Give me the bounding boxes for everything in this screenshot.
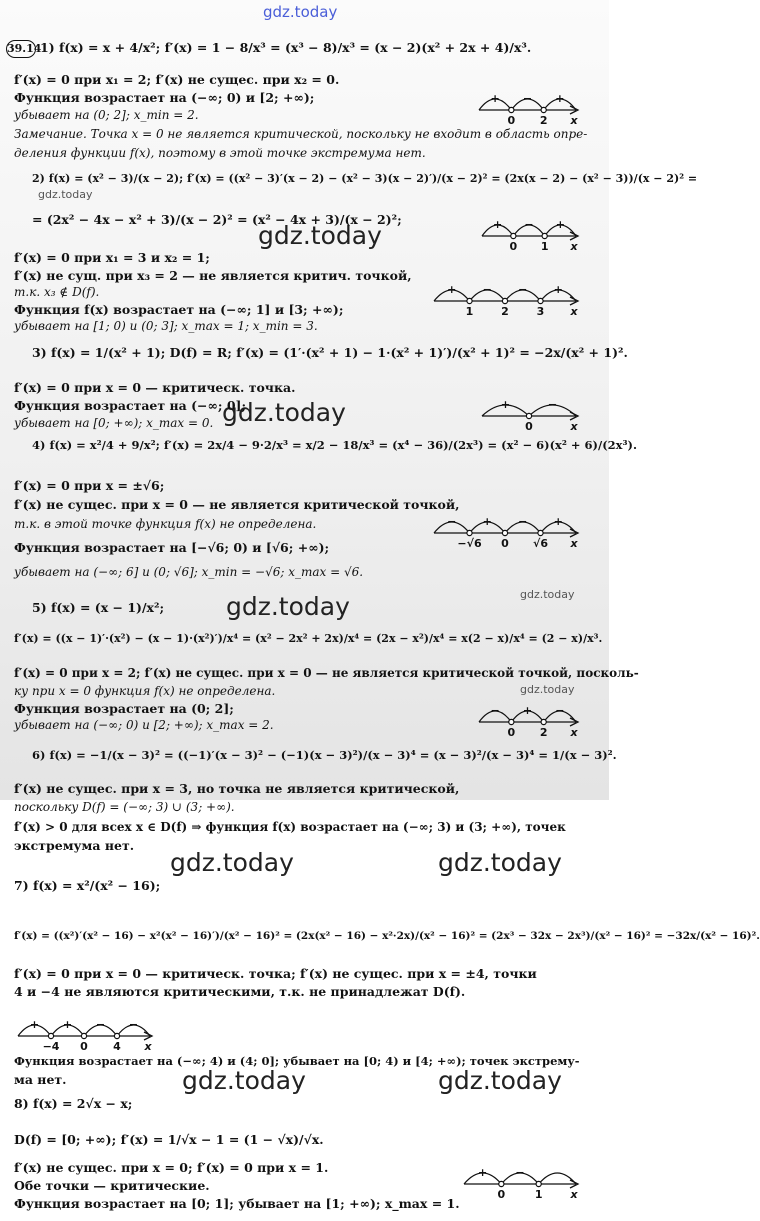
math-line: f′(x) > 0 для всех x ∈ D(f) ⇒ функция f(x) возрастает на (−∞; 3) и (3; +∞), точек xyxy=(14,820,566,834)
math-line: = (2x² − 4x − x² + 3)/(x − 2)² = (x² − 4x + 3)/(x − 2)²; xyxy=(32,212,402,227)
math-line: убывает на (−∞; 0) и [2; +∞); x_max = 2. xyxy=(14,718,274,732)
critical-point xyxy=(509,719,514,724)
sign-label: + xyxy=(490,92,500,105)
point-label: 2 xyxy=(539,726,548,739)
math-line: 4) f(x) = x²/4 + 9/x²; f′(x) = 2x/4 − 9·2/x³ = x/2 − 18/x³ = (x⁴ − 36)/(2x³) = (x² − 6)(x² + 6)/(2x³). xyxy=(32,438,637,452)
sign-label: + xyxy=(493,218,503,231)
point-label: 0 xyxy=(80,1040,88,1053)
critical-point xyxy=(499,1181,504,1186)
axis-variable-label: x xyxy=(570,305,578,318)
point-label: 1 xyxy=(465,305,474,318)
axis-variable-label: x xyxy=(570,240,578,253)
critical-point xyxy=(526,413,531,418)
point-label: 1 xyxy=(540,240,549,253)
math-line: Функция f(x) возрастает на (−∞; 1] и [3; +∞); xyxy=(14,302,344,317)
point-label: −√6 xyxy=(457,537,482,550)
math-line: убывает на [0; +∞); x_max = 0. xyxy=(14,416,214,430)
sign-label: − xyxy=(518,515,528,528)
math-line: f′(x) = 0 при x = 0 — критическ. точка; f′(x) не сущес. при x = ±4, точки xyxy=(14,966,537,981)
critical-point xyxy=(542,233,547,238)
math-line: 8) f(x) = 2√x − x; xyxy=(14,1096,133,1111)
watermark: gdz.today xyxy=(438,1066,562,1095)
point-label: 0 xyxy=(525,420,533,433)
math-line: f′(x) = 0 при x = ±√6; xyxy=(14,478,165,493)
math-line: Функция возрастает на (0; 2]; xyxy=(14,701,234,716)
point-label: 4 xyxy=(113,1040,121,1053)
point-label: 0 xyxy=(507,726,516,739)
sign-chart xyxy=(430,507,590,549)
axis-variable-label: x xyxy=(570,537,578,550)
math-line: убывает на (−∞; 6] и (0; √6]; x_min = −√6; x_max = √6. xyxy=(14,565,364,579)
sign-label: + xyxy=(482,515,492,528)
sign-label: − xyxy=(95,1018,106,1031)
math-line: 1) f(x) = x + 4/x²; f′(x) = 1 − 8/x³ = (x³ − 8)/x³ = (x − 2)(x² + 2x + 4)/x³. xyxy=(40,40,532,55)
watermark: gdz.today xyxy=(258,221,382,250)
sign-chart xyxy=(460,1158,590,1200)
axis-variable-label: x xyxy=(570,420,578,433)
critical-point xyxy=(467,298,472,303)
sign-chart xyxy=(478,210,590,252)
watermark-top: gdz.today xyxy=(263,3,338,21)
math-line: D(f) = [0; +∞); f′(x) = 1/√x − 1 = (1 − √x)/√x. xyxy=(14,1132,324,1147)
point-label: 3 xyxy=(536,305,545,318)
math-line: 4 и −4 не являются критическими, т.к. не принадлежат D(f). xyxy=(14,984,466,999)
sign-chart xyxy=(430,275,590,317)
math-line: f′(x) = 0 при x₁ = 3 и x₂ = 1; xyxy=(14,250,210,265)
sign-label: − xyxy=(128,1018,139,1031)
math-line: Функция возрастает на (−∞; 0]; xyxy=(14,398,247,413)
math-line: 6) f(x) = −1/(x − 3)² = ((−1)′(x − 3)² − (−1)(x − 3)²)/(x − 3)⁴ = (x − 3)²/(x − 3)⁴ = 1/(x − 3)². xyxy=(32,748,617,762)
math-line: ку при x = 0 функция f(x) не определена. xyxy=(14,684,276,698)
sign-chart xyxy=(478,390,590,432)
watermark: gdz.today xyxy=(222,398,346,427)
sign-label: + xyxy=(500,398,511,411)
sign-label: + xyxy=(447,283,457,296)
point-label: √6 xyxy=(533,537,548,550)
math-line: убывает на (0; 2]; x_min = 2. xyxy=(14,108,199,122)
math-line: т.к. x₃ ∉ D(f). xyxy=(14,285,100,299)
math-line: поскольку D(f) = (−∞; 3) ∪ (3; +∞). xyxy=(14,800,235,814)
sign-label: − xyxy=(518,283,528,296)
point-label: −4 xyxy=(42,1040,60,1053)
axis-variable-label: x xyxy=(570,114,578,127)
math-line: 5) f(x) = (x − 1)/x²; xyxy=(32,600,165,615)
sign-chart xyxy=(14,1010,164,1052)
math-line: ма нет. xyxy=(14,1072,67,1087)
sign-label: + xyxy=(555,218,565,231)
math-line: f′(x) не сущес. при x = 0 — не является критической точкой, xyxy=(14,497,460,512)
critical-point xyxy=(48,1033,53,1038)
critical-point xyxy=(502,530,507,535)
sign-label: − xyxy=(447,515,457,528)
sign-chart xyxy=(475,696,590,738)
math-line: f′(x) не сущ. при x₃ = 2 — не является критич. точкой, xyxy=(14,268,412,283)
sign-label: + xyxy=(553,515,563,528)
critical-point xyxy=(502,298,507,303)
math-line: f′(x) = ((x²)′(x² − 16) − x²(x² − 16)′)/(x² − 16)² = (2x(x² − 16) − x²·2x)/(x² − 16)² = (2x³ − 32x − 2x³)/(x² − 16)² = −32x/(x² − 16)². xyxy=(14,930,760,942)
sign-label: + xyxy=(553,283,563,296)
critical-point xyxy=(538,298,543,303)
sign-label: + xyxy=(555,92,565,105)
math-line: f′(x) = ((x − 1)′·(x²) − (x − 1)·(x²)′)/x⁴ = (x² − 2x² + 2x)/x⁴ = (2x − x²)/x⁴ = x(2 − x)/x⁴ = (2 − x)/x³. xyxy=(14,632,603,645)
sign-label: − xyxy=(555,704,565,717)
critical-point xyxy=(114,1033,119,1038)
watermark-small: gdz.today xyxy=(38,188,93,201)
sign-label: − xyxy=(490,704,500,717)
watermark: gdz.today xyxy=(226,592,350,621)
sign-label: − xyxy=(522,92,533,105)
math-line: f′(x) не сущес. при x = 0; f′(x) = 0 при x = 1. xyxy=(14,1160,329,1175)
critical-point xyxy=(81,1033,86,1038)
math-line: f′(x) = 0 при x₁ = 2; f′(x) не сущес. при x₂ = 0. xyxy=(14,72,340,87)
point-label: 0 xyxy=(501,537,509,550)
watermark: gdz.today xyxy=(438,848,562,877)
sign-label: + xyxy=(522,704,533,717)
point-label: 2 xyxy=(539,114,548,127)
axis-variable-label: x xyxy=(570,1188,578,1201)
math-line: убывает на [1; 0) и (0; 3]; x_max = 1; x_min = 3. xyxy=(14,319,318,333)
math-line: f′(x) не сущес. при x = 3, но точка не является критической, xyxy=(14,781,460,796)
critical-point xyxy=(509,107,514,112)
math-line: т.к. в этой точке функция f(x) не определена. xyxy=(14,517,317,531)
critical-point xyxy=(511,233,516,238)
point-label: 0 xyxy=(507,114,516,127)
watermark-small: gdz.today xyxy=(520,683,575,696)
point-label: 0 xyxy=(509,240,518,253)
math-line: f′(x) = 0 при x = 2; f′(x) не сущес. при x = 0 — не является критической точкой, посколь- xyxy=(14,666,639,680)
axis-variable-label: x xyxy=(570,726,578,739)
math-line: Функция возрастает на (−∞; 4) и (4; 0]; убывает на [0; 4) и [4; +∞); точек экстрему- xyxy=(14,1054,580,1068)
critical-point xyxy=(541,107,546,112)
math-line: Функция возрастает на [−√6; 0) и [√6; +∞); xyxy=(14,540,330,555)
point-label: 0 xyxy=(497,1188,506,1201)
math-line: Функция возрастает на (−∞; 0) и [2; +∞); xyxy=(14,90,315,105)
sign-arc xyxy=(539,1173,576,1184)
axis-variable-label: x xyxy=(144,1040,152,1053)
math-line: 3) f(x) = 1/(x² + 1); D(f) = R; f′(x) = (1′·(x² + 1) − 1·(x² + 1)′)/(x² + 1)² = −2x/(x² + 1)². xyxy=(32,345,628,360)
math-line: экстремума нет. xyxy=(14,838,135,853)
remark-line: деления функции f(x), поэтому в этой точке экстремума нет. xyxy=(14,146,426,160)
math-line: f′(x) = 0 при x = 0 — критическ. точка. xyxy=(14,380,296,395)
sign-chart xyxy=(475,84,590,126)
critical-point xyxy=(538,530,543,535)
watermark-small: gdz.today xyxy=(520,588,575,601)
point-label: 2 xyxy=(501,305,509,318)
sign-label: + xyxy=(478,1166,488,1179)
sign-label: + xyxy=(62,1018,73,1031)
remark-line: Замечание. Точка x = 0 не является критической, поскольку не входит в область опре- xyxy=(14,127,588,141)
math-line: Функция возрастает на [0; 1]; убывает на [1; +∞); x_max = 1. xyxy=(14,1196,460,1211)
sign-label: − xyxy=(515,1166,525,1179)
sign-label: − xyxy=(547,398,558,411)
sign-label: + xyxy=(29,1018,40,1031)
math-line: Обе точки — критические. xyxy=(14,1178,210,1193)
watermark: gdz.today xyxy=(182,1066,306,1095)
critical-point xyxy=(541,719,546,724)
sign-label: − xyxy=(482,283,492,296)
problem-number-badge: 39.14 xyxy=(6,40,36,58)
point-label: 1 xyxy=(534,1188,543,1201)
math-line: 2) f(x) = (x² − 3)/(x − 2); f′(x) = ((x² − 3)′(x − 2) − (x² − 3)(x − 2)′)/(x − 2)² = (2x(x − 2) − (x² − 3))/(x − 2)² = xyxy=(32,172,698,185)
critical-point xyxy=(536,1181,541,1186)
watermark: gdz.today xyxy=(170,848,294,877)
math-line: 7) f(x) = x²/(x² − 16); xyxy=(14,878,161,893)
sign-label: − xyxy=(524,218,534,231)
critical-point xyxy=(467,530,472,535)
